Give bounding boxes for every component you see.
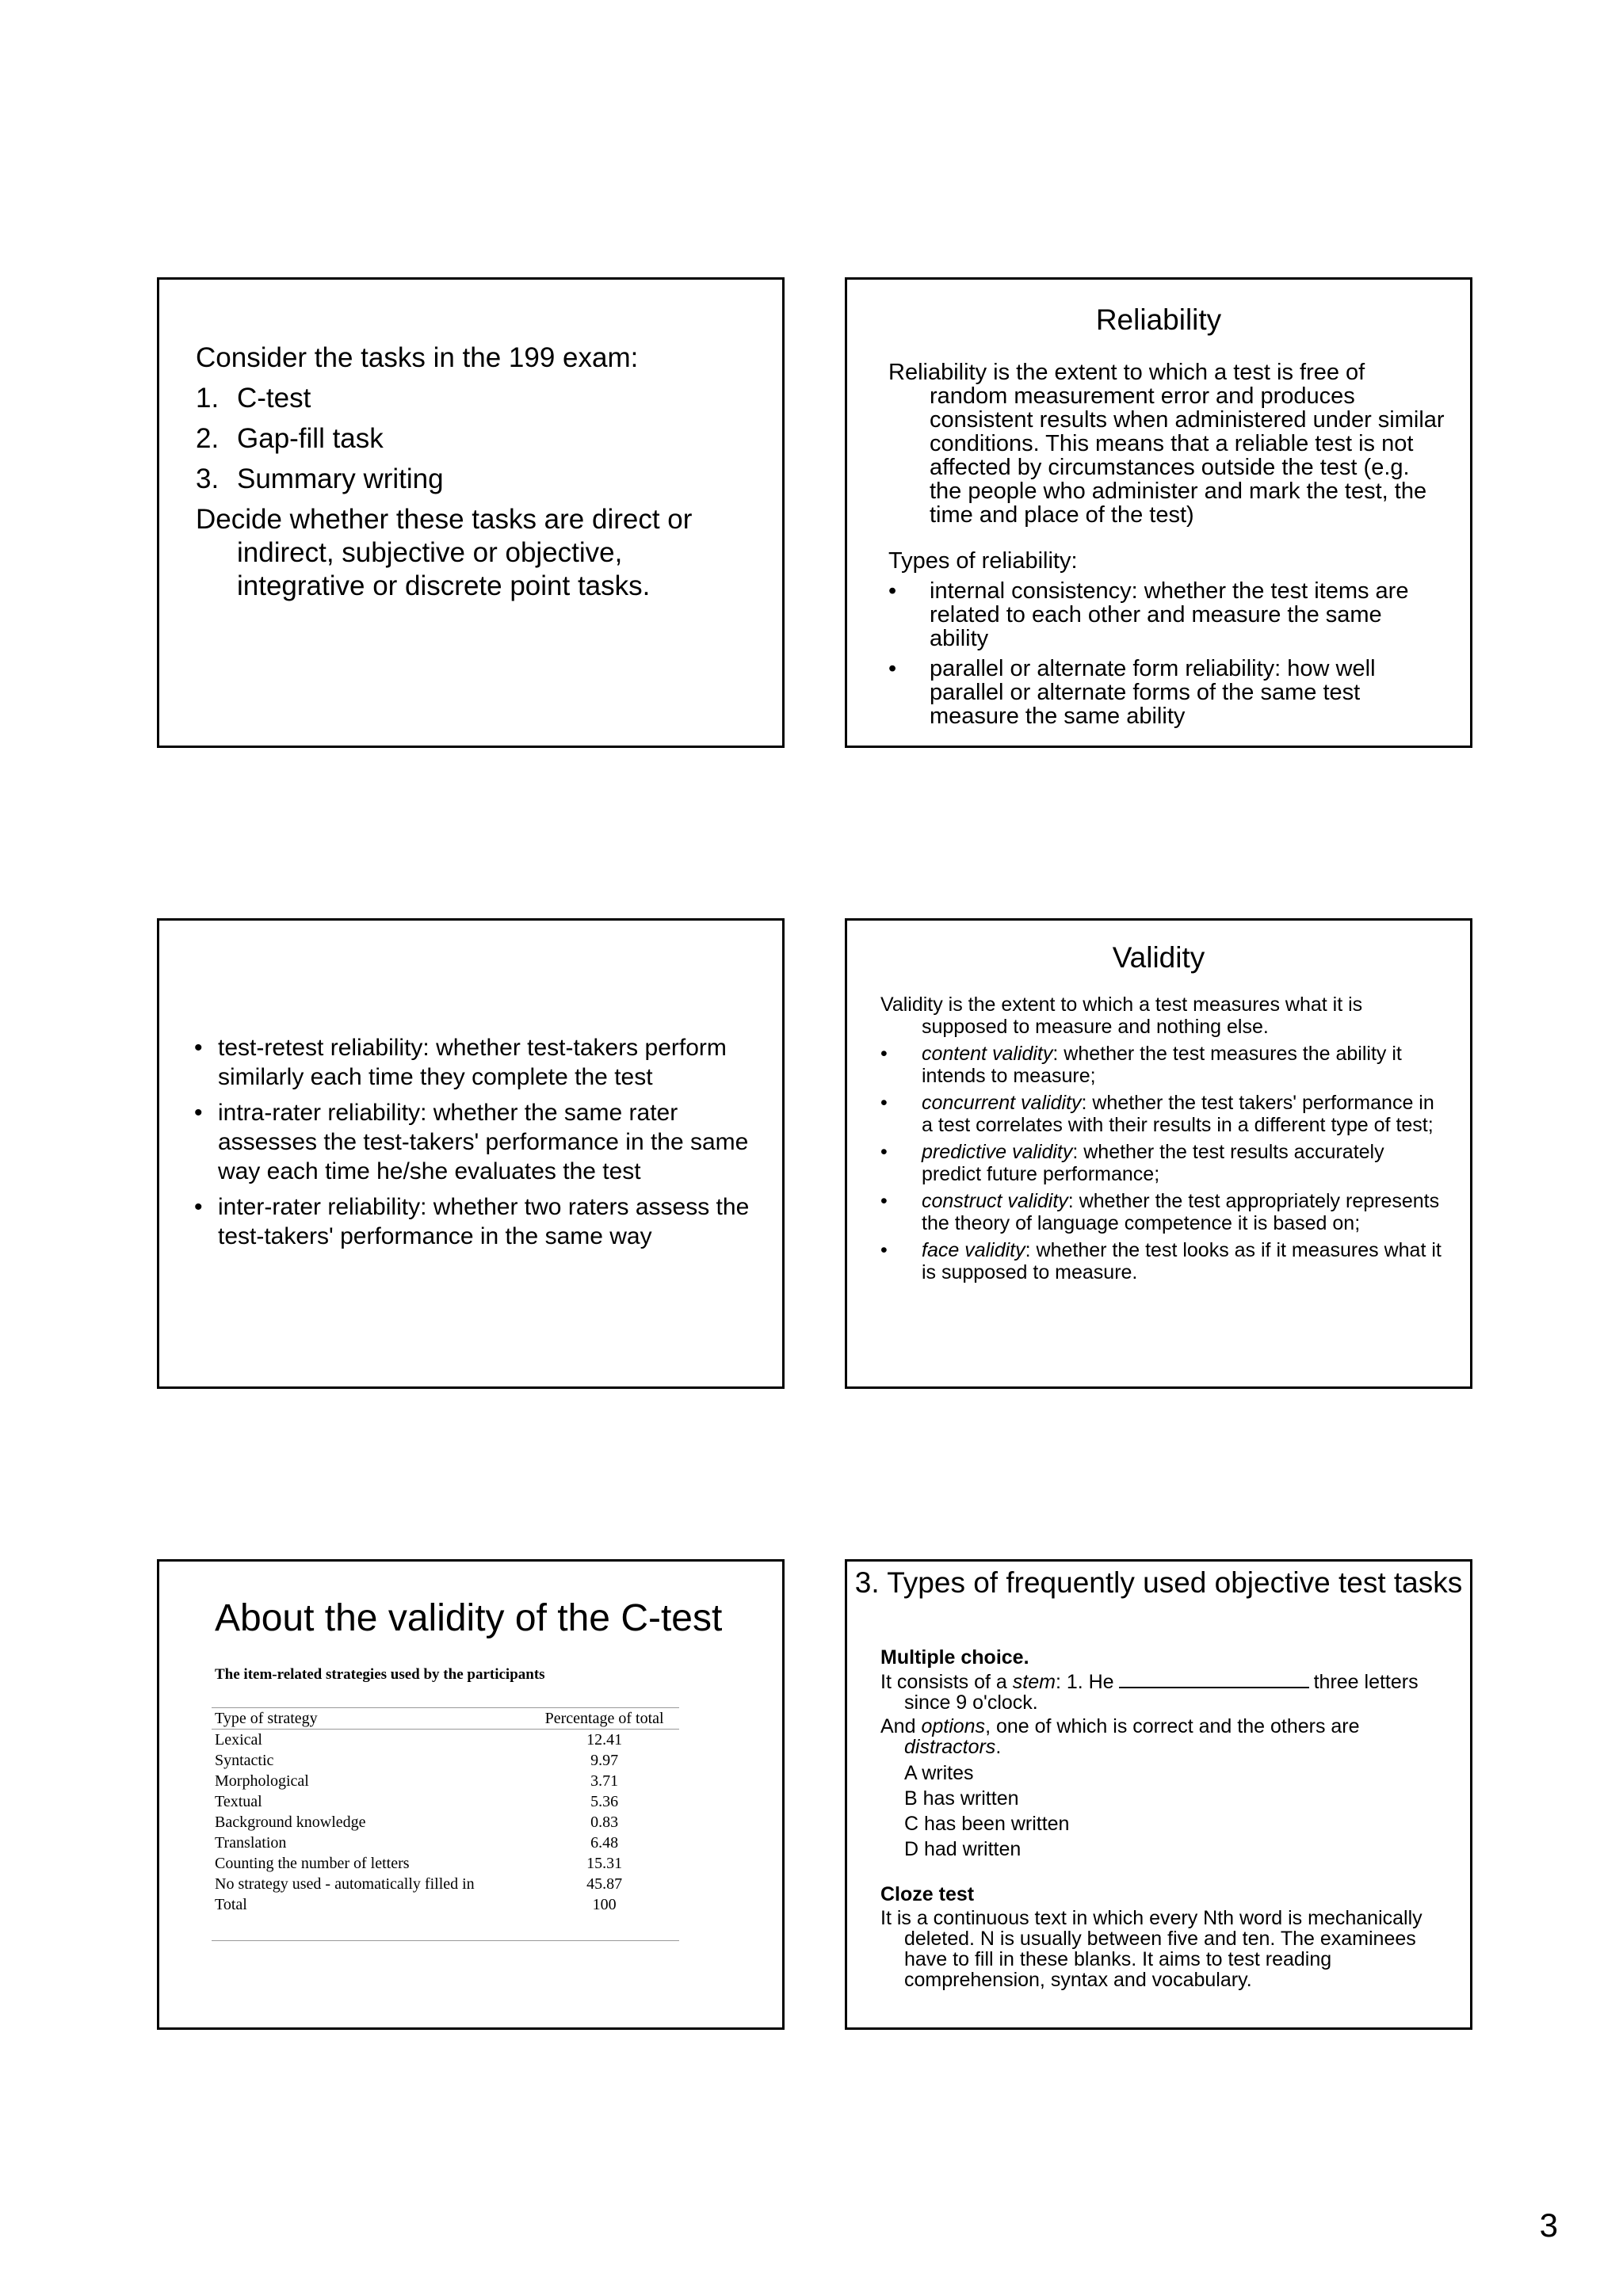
table-cell: 9.97	[590, 1752, 619, 1769]
strategy-table	[212, 1707, 679, 1941]
instruction-text: Decide whether these tasks are direct or indirect, subjective or objective, integrative or discrete point tasks.	[196, 504, 693, 601]
list-item	[194, 1033, 758, 1092]
term: construct validity	[922, 1190, 1068, 1212]
list-item	[194, 1098, 758, 1186]
table-cell: Morphological	[215, 1772, 309, 1790]
bullet-icon: •	[880, 1190, 888, 1212]
table-row	[212, 1874, 679, 1894]
term-description: : whether the test results accurately predict future performance;	[922, 1141, 1384, 1185]
slide-title: 3. Types of frequently used objective test tasks	[854, 1566, 1463, 1599]
bullet-icon: •	[194, 1035, 203, 1061]
table-row	[212, 1791, 679, 1812]
slide-reliability	[845, 277, 1472, 748]
table-cell: 45.87	[586, 1875, 623, 1893]
table-cell: Syntactic	[215, 1752, 274, 1769]
text-segment: three letters since 9 o'clock.	[904, 1671, 1419, 1714]
table-row	[212, 1812, 679, 1833]
list-item	[880, 1239, 1446, 1283]
column-header: Percentage of total	[529, 1708, 679, 1730]
bullet-text: inter-rater reliability: whether two raters assess the test-takers' performance in the same way	[218, 1194, 750, 1249]
text-segment: , one of which is correct and the others are	[985, 1715, 1360, 1737]
bullet-icon: •	[880, 1092, 888, 1114]
bullet-icon: •	[880, 1239, 888, 1261]
slide-content	[196, 341, 750, 610]
slide-title: Validity	[1112, 941, 1205, 974]
bullet-text: intra-rater reliability: whether the same rater assesses the test-takers' performance in the same way each time he/she evaluates the test	[218, 1100, 749, 1184]
spacer	[888, 527, 1446, 549]
term-description: : whether the test takers' performance in a test correlates with their results in a different type of test;	[922, 1092, 1434, 1136]
table-row	[212, 1853, 679, 1874]
bullet-text: parallel or alternate form reliability: how well parallel or alternate forms of the same test measure the same ability	[930, 656, 1376, 729]
table-cell: 100	[529, 1894, 679, 1941]
bullet-icon: •	[194, 1100, 203, 1126]
table-row	[212, 1894, 679, 1941]
text-segment: It consists of a	[880, 1671, 1013, 1693]
table-header-row	[212, 1708, 679, 1730]
list-item	[880, 1043, 1446, 1087]
page-number: 3	[1539, 2206, 1558, 2244]
slide-content	[880, 994, 1446, 1288]
table-cell: Lexical	[215, 1731, 262, 1749]
item-number: 3.	[196, 463, 220, 494]
table-row	[212, 1833, 679, 1853]
option-item: D had written	[904, 1838, 1022, 1860]
item-number: 2.	[196, 423, 220, 454]
table-cell: Background knowledge	[215, 1814, 366, 1831]
types-heading: Types of reliability:	[888, 548, 1078, 574]
list-item	[880, 1190, 1446, 1234]
bullet-text	[922, 1190, 1446, 1234]
slide-exam-tasks	[157, 277, 785, 748]
term-description: : whether the test measures the ability it intends to measure;	[922, 1043, 1402, 1087]
item-number: 1.	[196, 383, 220, 414]
list-item	[888, 657, 1446, 728]
bullet-text	[922, 1141, 1446, 1185]
item-text: Gap-fill task	[237, 423, 384, 454]
list-item	[888, 579, 1446, 650]
mc-heading: Multiple choice.	[880, 1646, 1029, 1669]
options-text	[880, 1716, 1446, 1757]
table-cell: 6.48	[590, 1834, 619, 1852]
table-cell: 5.36	[590, 1793, 619, 1810]
bullet-text	[922, 1239, 1446, 1283]
table-cell: Translation	[215, 1834, 287, 1852]
text-segment: And	[880, 1715, 922, 1737]
cloze-text: It is a continuous text in which every Nth word is mechanically deleted. N is usually between five and ten. The examinees have to fill in these blanks. It aims to test reading comprehension, syntax and vocabulary.	[880, 1907, 1423, 1991]
bullet-icon: •	[880, 1141, 888, 1163]
slide-reliability-types	[157, 918, 785, 1389]
term: distractors	[904, 1736, 996, 1758]
intro-text: Consider the tasks in the 199 exam:	[196, 342, 639, 373]
table-caption: The item-related strategies used by the participants	[215, 1666, 545, 1683]
table-cell: No strategy used - automatically filled in	[215, 1875, 475, 1893]
slide-objective-tasks	[845, 1559, 1472, 2030]
option-item: C has been written	[904, 1813, 1070, 1835]
slide-title: Reliability	[1095, 303, 1222, 336]
list-item	[196, 463, 750, 496]
column-header: Type of strategy	[212, 1708, 529, 1730]
term-description: : whether the test appropriately represents the theory of language competence it is based on;	[922, 1190, 1440, 1234]
bullet-text	[922, 1092, 1446, 1136]
bullet-text: internal consistency: whether the test items are related to each other and measure the same ability	[930, 578, 1409, 651]
table-cell: Textual	[215, 1793, 262, 1810]
text-segment: .	[995, 1736, 1002, 1758]
option-item: B has written	[904, 1787, 1019, 1810]
slide-content	[194, 1033, 758, 1257]
table-cell: 3.71	[590, 1772, 619, 1790]
term-description: : whether the test looks as if it measures what it is supposed to measure.	[922, 1239, 1442, 1283]
list-item	[196, 422, 750, 456]
answer-blank	[1119, 1671, 1309, 1688]
table-cell: Counting the number of letters	[215, 1855, 410, 1872]
table-row	[212, 1750, 679, 1771]
table-cell: 0.83	[590, 1814, 619, 1831]
table-row	[212, 1771, 679, 1791]
definition-text: Reliability is the extent to which a test is free of random measurement error and produces consistent results when administered under similar conditions. This means that a reliable test is not affected by circumstances outside the test (e.g. the people who administer and mark the test, the time and place of the test)	[888, 360, 1445, 528]
slide-title: About the validity of the C-test	[215, 1597, 723, 1639]
table-cell: 12.41	[586, 1731, 623, 1749]
bullet-text	[922, 1043, 1446, 1087]
slide-content	[888, 360, 1446, 728]
term: stem	[1012, 1671, 1056, 1693]
spacer	[880, 1862, 1446, 1884]
stem-text	[880, 1671, 1446, 1713]
item-text: C-test	[237, 383, 311, 414]
term: concurrent validity	[922, 1092, 1082, 1114]
slide-validity	[845, 918, 1472, 1389]
table-cell: Total	[212, 1894, 529, 1941]
list-item	[194, 1192, 758, 1251]
list-item	[880, 1092, 1446, 1136]
slide-ctest-validity	[157, 1559, 785, 2030]
table-row	[212, 1730, 679, 1751]
text-segment: : 1. He	[1055, 1671, 1114, 1693]
slide-content	[880, 1647, 1446, 1993]
definition-text: Validity is the extent to which a test measures what it is supposed to measure and nothing else.	[880, 994, 1363, 1038]
term: options	[921, 1715, 986, 1737]
item-text: Summary writing	[237, 463, 444, 494]
term: face validity	[922, 1239, 1025, 1261]
bullet-icon: •	[880, 1043, 888, 1065]
cloze-heading: Cloze test	[880, 1883, 975, 1905]
bullet-icon: •	[888, 578, 897, 604]
bullet-icon: •	[194, 1194, 203, 1220]
term: predictive validity	[922, 1141, 1073, 1163]
table-cell: 15.31	[586, 1855, 623, 1872]
term: content validity	[922, 1043, 1053, 1065]
bullet-text: test-retest reliability: whether test-takers perform similarly each time they complete the test	[218, 1035, 727, 1090]
list-item	[196, 382, 750, 415]
bullet-icon: •	[888, 656, 897, 681]
list-item	[880, 1141, 1446, 1185]
option-item: A writes	[904, 1762, 974, 1784]
